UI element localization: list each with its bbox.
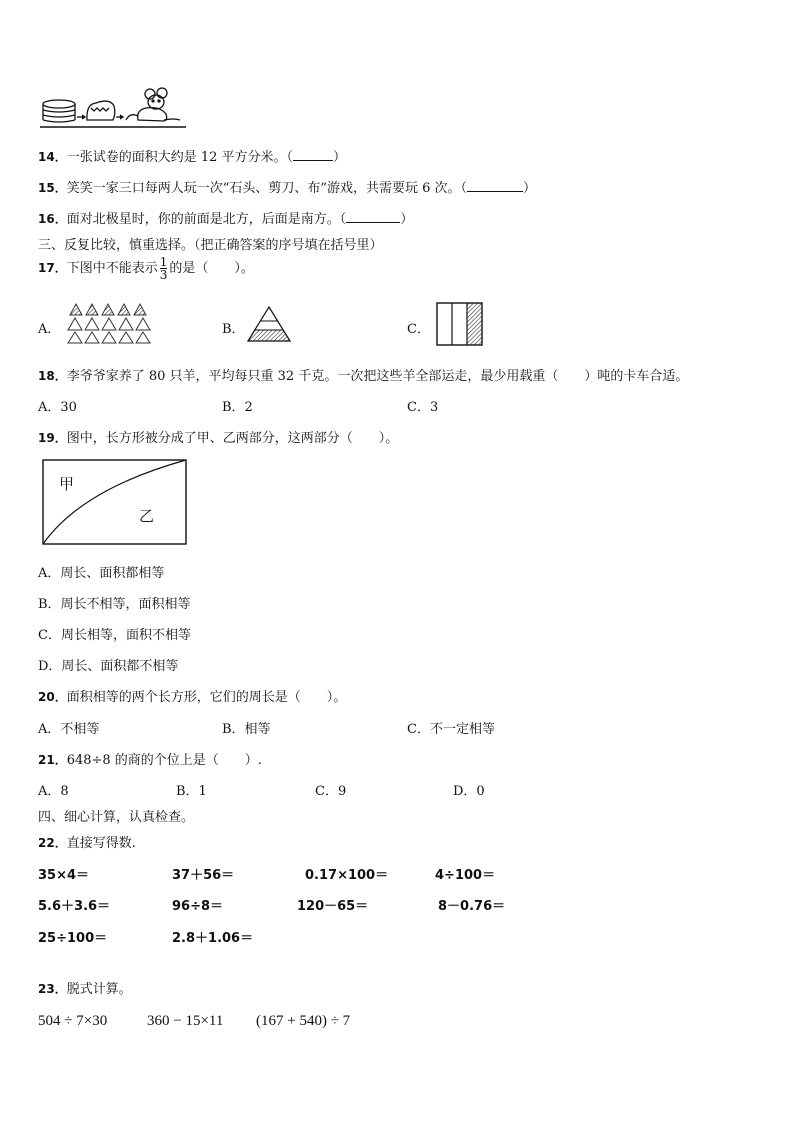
calc-item: 37＋56＝ — [172, 868, 235, 883]
section-4-heading: 四、细心计算，认真检查。 — [38, 810, 195, 825]
calc-item: 4÷100＝ — [435, 868, 496, 883]
option-19-d[interactable]: D．周长、面积都不相等 — [38, 659, 179, 674]
question-text: 下图中不能表示 — [66, 261, 158, 276]
question-15 — [38, 177, 536, 196]
question-number: 22． — [38, 836, 67, 850]
question-number: 21． — [38, 753, 67, 767]
expression-item: (167 + 540) ÷ 7 — [256, 1013, 351, 1029]
question-text-end: 的是（ ）。 — [169, 261, 254, 276]
calc-item: 25÷100＝ — [38, 931, 108, 946]
question-number: 17． — [38, 261, 67, 275]
calc-item: 96÷8＝ — [172, 899, 224, 914]
question-number: 19． — [38, 431, 67, 445]
answer-blank[interactable] — [467, 179, 523, 192]
option-17-b[interactable]: B． — [222, 322, 245, 337]
option-17-c[interactable]: C． — [407, 322, 430, 337]
option-19-a[interactable]: A．周长、面积都相等 — [38, 566, 165, 581]
option-18-c[interactable]: C．3 — [407, 400, 439, 415]
option-20-b[interactable]: B．相等 — [222, 722, 271, 737]
option-18-a[interactable]: A．30 — [38, 400, 77, 415]
question-text: 648÷8 的商的个位上是（ ）. — [66, 753, 262, 768]
fraction-denominator: 3 — [159, 268, 168, 282]
calc-item: 35×4＝ — [38, 868, 90, 883]
calc-item: 2.8＋1.06＝ — [172, 931, 254, 946]
calc-item: 8－0.76＝ — [438, 899, 506, 914]
question-text: 面积相等的两个长方形，它们的周长是（ ）。 — [66, 690, 347, 705]
question-number: 18． — [38, 369, 67, 383]
question-text: 笑笑一家三口每两人玩一次“石头、剪刀、布”游戏，共需要玩 6 次。（ — [66, 181, 468, 196]
cake-mouse-illustration — [40, 84, 186, 130]
question-number: 23． — [38, 982, 67, 996]
calc-item: 120－65＝ — [297, 899, 369, 914]
rectangle-jia-yi-figure — [42, 459, 188, 547]
question-text: 李爷爷家养了 80 只羊，平均每只重 32 千克。一次把这些羊全部运走，最少用载重（ ）吨的卡车合适。 — [66, 369, 689, 384]
question-number: 15． — [38, 181, 67, 195]
question-18 — [38, 365, 688, 384]
rectangle-figure-c — [436, 302, 484, 346]
question-14 — [38, 146, 346, 165]
question-22 — [38, 832, 136, 851]
label-yi: 乙 — [139, 507, 155, 525]
expression-item: 504 ÷ 7×30 — [38, 1013, 108, 1029]
option-21-a[interactable]: A．8 — [38, 784, 69, 799]
fraction-numerator: 1 — [159, 255, 168, 269]
question-16 — [38, 208, 413, 227]
question-23 — [38, 978, 132, 997]
triangle-figure-b — [246, 305, 292, 343]
question-21 — [38, 749, 262, 768]
answer-blank[interactable] — [293, 148, 333, 161]
option-20-c[interactable]: C．不一定相等 — [407, 722, 495, 737]
question-19 — [38, 427, 398, 446]
calc-item: 0.17×100＝ — [305, 868, 389, 883]
question-20 — [38, 686, 346, 705]
question-text: 一张试卷的面积大约是 12 平方分米。（ — [66, 150, 294, 165]
bracket-close: ） — [333, 150, 347, 165]
expression-item: 360 − 15×11 — [147, 1013, 224, 1029]
option-19-b[interactable]: B．周长不相等，面积相等 — [38, 597, 191, 612]
question-text: 面对北极星时，你的前面是北方，后面是南方。（ — [66, 212, 347, 227]
question-text: 图中，长方形被分成了甲、乙两部分，这两部分（ ）。 — [66, 431, 399, 446]
option-21-c[interactable]: C．9 — [315, 784, 347, 799]
label-jia: 甲 — [59, 475, 75, 493]
option-19-c[interactable]: C．周长相等，面积不相等 — [38, 628, 191, 643]
option-18-b[interactable]: B．2 — [222, 400, 253, 415]
bracket-close: ） — [400, 212, 414, 227]
option-21-d[interactable]: D．0 — [453, 784, 485, 799]
option-20-a[interactable]: A．不相等 — [38, 722, 100, 737]
question-number: 14． — [38, 150, 67, 164]
fraction-one-third — [160, 256, 168, 281]
question-number: 16． — [38, 212, 67, 226]
option-21-b[interactable]: B．1 — [176, 784, 207, 799]
calc-item: 5.6＋3.6＝ — [38, 899, 111, 914]
question-17 — [38, 256, 254, 281]
bracket-close: ） — [523, 181, 537, 196]
question-text: 脱式计算。 — [66, 982, 132, 997]
question-number: 20． — [38, 690, 67, 704]
triangles-figure-a — [66, 302, 158, 344]
option-17-a[interactable]: A． — [38, 322, 61, 337]
question-text: 直接写得数. — [66, 836, 136, 851]
answer-blank[interactable] — [346, 210, 400, 223]
section-3-heading: 三、反复比较，慎重选择。（把正确答案的序号填在括号里） — [38, 238, 383, 253]
